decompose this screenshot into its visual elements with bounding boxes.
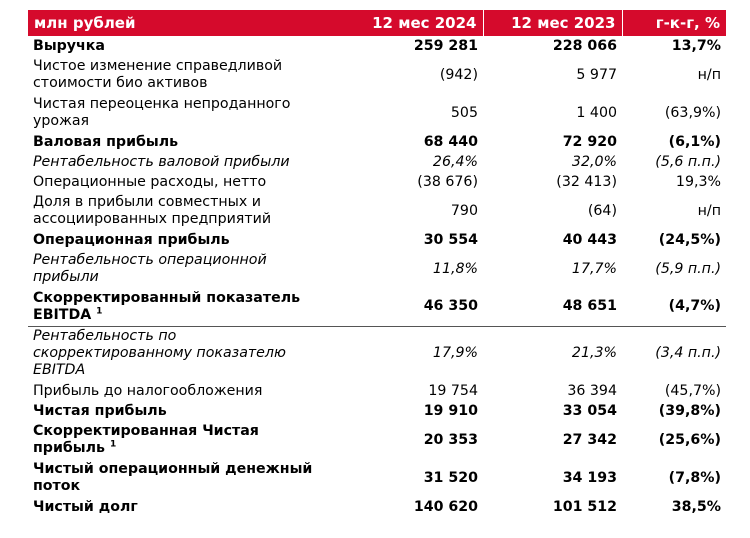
value-2024: 20 353 [423, 431, 478, 448]
row-label: Скорректированный показатель EBITDA [33, 289, 301, 323]
footnote-marker: 1 [109, 439, 117, 450]
row-label: Чистый операционный денежный поток [33, 461, 313, 494]
value-2024: 19 910 [423, 402, 478, 419]
header-period-2023: 12 мес 2023 [483, 10, 622, 36]
value-2023: (64) [587, 202, 617, 219]
value-2024: 46 350 [423, 298, 478, 315]
value-yoy: 13,7% [671, 37, 721, 54]
value-2024: 68 440 [423, 133, 478, 150]
value-yoy: 19,3% [675, 173, 721, 190]
value-2023: 33 054 [562, 402, 617, 419]
value-2024: 31 520 [423, 469, 478, 486]
value-yoy: (45,7%) [664, 382, 721, 399]
value-2023: 40 443 [562, 231, 617, 248]
financial-results-table [28, 10, 726, 517]
value-yoy: н/п [697, 66, 721, 83]
table-row [28, 250, 726, 288]
value-yoy: (5,9 п.п.) [655, 260, 721, 277]
row-label: Рентабельность валовой прибыли [33, 153, 290, 170]
header-units: млн рублей [34, 14, 136, 32]
table-row [28, 56, 726, 94]
value-2023: 101 512 [552, 498, 617, 515]
row-label: Операционная прибыль [33, 231, 230, 248]
value-2024: (38 676) [417, 173, 478, 190]
footnote-marker: 1 [96, 306, 103, 317]
value-2023: 72 920 [562, 133, 617, 150]
value-yoy: (39,8%) [658, 402, 721, 419]
row-label: Операционные расходы, нетто [33, 173, 267, 190]
header-period-2024: 12 мес 2024 [372, 14, 477, 32]
row-label: Валовая прибыль [33, 133, 179, 150]
value-yoy: (25,6%) [658, 431, 721, 448]
table-row [28, 36, 726, 56]
table-row [28, 192, 726, 230]
value-2024: 505 [450, 104, 478, 121]
table-row [28, 497, 726, 517]
row-label: Рентабельность по скорректированному показателю EBITDA [28, 326, 337, 381]
table-row [28, 326, 726, 381]
row-label: Чистое изменение справедливой стоимости био активов [33, 58, 283, 91]
row-label: Чистая переоценка непроданного урожая [33, 96, 291, 129]
value-2023: 21,3% [483, 326, 622, 381]
value-2023: 1 400 [576, 104, 617, 121]
table-row [28, 152, 726, 172]
value-yoy: (3,4 п.п.) [622, 326, 726, 381]
value-2023: 34 193 [562, 469, 617, 486]
value-2024: 26,4% [432, 153, 478, 170]
value-2024: 259 281 [413, 37, 478, 54]
value-yoy: (7,8%) [668, 469, 721, 486]
row-label: Прибыль до налогообложения [33, 382, 263, 399]
table-row [28, 132, 726, 152]
value-yoy: (24,5%) [658, 231, 721, 248]
value-2023: 48 651 [562, 298, 617, 315]
value-2024: 790 [450, 202, 478, 219]
value-2024: 30 554 [423, 231, 478, 248]
value-2023: 36 394 [567, 382, 617, 399]
row-label: Чистый долг [33, 498, 138, 515]
value-2024: (942) [439, 66, 478, 83]
value-2023: (32 413) [556, 173, 617, 190]
value-2024: 19 754 [428, 382, 478, 399]
row-label: Доля в прибыли совместных и ассоциированных предприятий [33, 194, 272, 227]
value-2023: 32,0% [571, 153, 617, 170]
table-row [28, 401, 726, 421]
value-yoy: н/п [697, 202, 721, 219]
row-label-with-footnote [28, 288, 337, 326]
value-yoy: (5,6 п.п.) [655, 153, 721, 170]
table-row [28, 421, 726, 459]
row-label-with-footnote [28, 421, 337, 459]
row-label: Выручка [33, 37, 105, 54]
value-2023: 228 066 [552, 37, 617, 54]
table-header-row [28, 10, 726, 36]
value-2024: 11,8% [432, 260, 478, 277]
value-yoy: (4,7%) [668, 298, 721, 315]
value-2023: 5 977 [576, 66, 617, 83]
row-label: Чистая прибыль [33, 402, 167, 419]
value-2024: 17,9% [337, 326, 483, 381]
table-row [28, 459, 726, 497]
value-yoy: 38,5% [671, 498, 721, 515]
table-row [28, 94, 726, 132]
row-label: Скорректированная Чистая прибыль [33, 423, 259, 456]
value-2024: 140 620 [413, 498, 478, 515]
table-row [28, 172, 726, 192]
value-2023: 17,7% [571, 260, 617, 277]
financial-table-container [28, 10, 726, 517]
value-yoy: (6,1%) [668, 133, 721, 150]
table-row [28, 288, 726, 326]
value-2023: 27 342 [562, 431, 617, 448]
value-yoy: (63,9%) [664, 104, 721, 121]
row-label: Рентабельность операционной прибыли [33, 252, 267, 285]
header-yoy-change: г-к-г, % [622, 10, 726, 36]
table-row [28, 230, 726, 250]
table-row [28, 381, 726, 401]
